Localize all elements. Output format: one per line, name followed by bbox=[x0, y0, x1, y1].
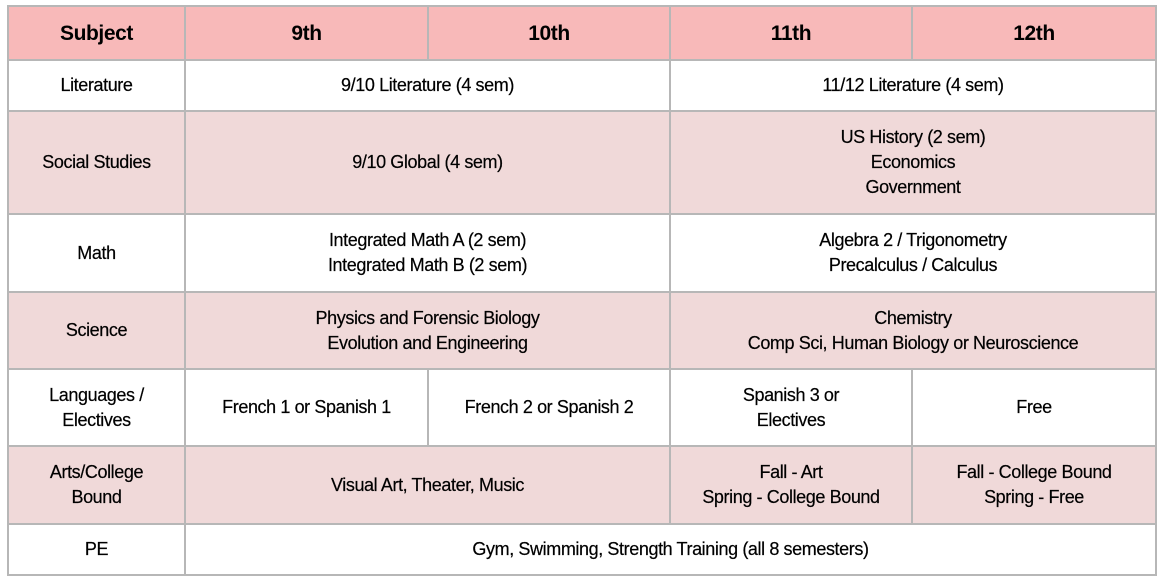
grades-9-10-cell: 9/10 Literature (4 sem) bbox=[185, 60, 670, 111]
cell-line: Physics and Forensic Biology bbox=[315, 307, 540, 328]
subject-cell: Literature bbox=[8, 60, 185, 111]
table-row-social-studies bbox=[8, 111, 1156, 214]
grades-9-10-cell bbox=[185, 214, 670, 292]
grades-11-12-cell bbox=[670, 292, 1156, 369]
grade-11-cell bbox=[670, 446, 912, 524]
cell-line: Government bbox=[865, 177, 961, 197]
table-row-math bbox=[8, 214, 1156, 292]
cell-line: Spring - College Bound bbox=[702, 487, 880, 507]
header-11th: 11th bbox=[670, 6, 912, 60]
cell-line: Languages / bbox=[49, 384, 144, 405]
subject-cell: Math bbox=[8, 214, 185, 292]
all-grades-cell: Gym, Swimming, Strength Training (all 8 semesters) bbox=[185, 524, 1156, 575]
subject-cell bbox=[8, 446, 185, 524]
subject-cell bbox=[8, 369, 185, 446]
subject-cell: Science bbox=[8, 292, 185, 369]
cell-line: Economics bbox=[870, 152, 956, 172]
curriculum-table bbox=[7, 5, 1157, 576]
cell-line: Spring - Free bbox=[984, 487, 1084, 507]
cell-line: Bound bbox=[71, 487, 122, 507]
cell-line: Arts/College bbox=[49, 462, 144, 482]
header-9th: 9th bbox=[185, 6, 428, 60]
cell-line: Comp Sci, Human Biology or Neuroscience bbox=[747, 332, 1079, 353]
grades-9-10-cell: 9/10 Global (4 sem) bbox=[185, 111, 670, 214]
table-row-literature bbox=[8, 60, 1156, 111]
grade-12-cell: Free bbox=[912, 369, 1156, 446]
grades-11-12-cell bbox=[670, 111, 1156, 214]
subject-cell: Social Studies bbox=[8, 111, 185, 214]
grade-11-cell bbox=[670, 369, 912, 446]
cell-line: Algebra 2 / Trigonometry bbox=[819, 230, 1007, 250]
cell-line: Fall - Art bbox=[759, 462, 823, 482]
cell-line: Spanish 3 or bbox=[742, 384, 840, 405]
cell-line: US History (2 sem) bbox=[840, 127, 986, 147]
grades-11-12-cell: 11/12 Literature (4 sem) bbox=[670, 60, 1156, 111]
header-12th: 12th bbox=[912, 6, 1156, 60]
table-row-science bbox=[8, 292, 1156, 369]
grade-10-cell: French 2 or Spanish 2 bbox=[428, 369, 670, 446]
header-subject: Subject bbox=[8, 6, 185, 60]
cell-line: Precalculus / Calculus bbox=[828, 255, 998, 275]
cell-line: Integrated Math A (2 sem) bbox=[328, 230, 527, 250]
table-row-languages bbox=[8, 369, 1156, 446]
cell-line: Electives bbox=[756, 409, 826, 430]
cell-line: Fall - College Bound bbox=[956, 462, 1112, 482]
header-row bbox=[8, 6, 1156, 60]
grades-11-12-cell bbox=[670, 214, 1156, 292]
cell-line: Evolution and Engineering bbox=[327, 332, 528, 353]
table-row-pe bbox=[8, 524, 1156, 575]
subject-cell: PE bbox=[8, 524, 185, 575]
grade-12-cell bbox=[912, 446, 1156, 524]
grades-9-10-cell bbox=[185, 292, 670, 369]
cell-line: Chemistry bbox=[874, 307, 952, 328]
cell-line: Electives bbox=[62, 409, 131, 430]
header-10th: 10th bbox=[428, 6, 670, 60]
grade-9-cell: French 1 or Spanish 1 bbox=[185, 369, 428, 446]
cell-line: Integrated Math B (2 sem) bbox=[327, 255, 528, 275]
grades-9-10-cell: Visual Art, Theater, Music bbox=[185, 446, 670, 524]
table-row-arts bbox=[8, 446, 1156, 524]
